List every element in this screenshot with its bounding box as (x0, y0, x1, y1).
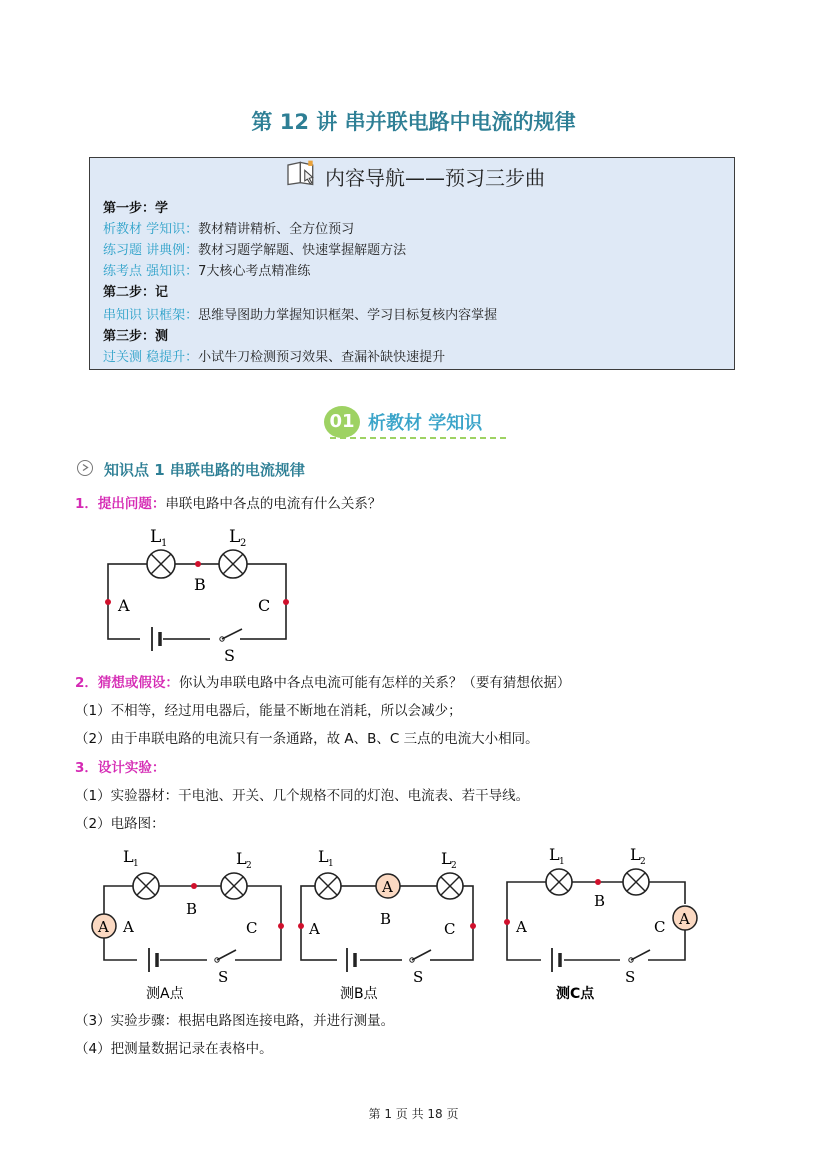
svg-text:L: L (236, 849, 247, 868)
experiment-1: （1）实验器材：干电池、开关、几个规格不同的灯泡、电流表、若干导线。 (75, 788, 530, 804)
svg-text:2: 2 (451, 861, 457, 871)
svg-text:A: A (516, 918, 527, 936)
svg-text:L: L (123, 847, 134, 866)
question-3: 3．设计实验： (75, 760, 166, 776)
knowledge-point-heading: 知识点 1 串联电路的电流规律 (104, 461, 305, 479)
circuit-measure-a (90, 842, 290, 1007)
svg-text:B: B (594, 892, 606, 910)
circuit-measure-b (290, 842, 490, 1007)
svg-text:C: C (654, 918, 666, 936)
ammeter-icon: A (98, 918, 109, 936)
step-1-label: 第一步：学 (103, 201, 169, 216)
svg-text:C: C (246, 919, 258, 937)
nav-title: 内容导航——预习三步曲 (325, 166, 545, 190)
experiment-2: （2）电路图： (75, 816, 165, 832)
svg-text:2: 2 (246, 861, 252, 871)
experiment-3: （3）实验步骤：根据电路图连接电路，并进行测量。 (75, 1013, 395, 1029)
label-S: S (224, 646, 235, 662)
svg-text:L: L (630, 845, 641, 864)
caption-measure-a: 测A点 (146, 986, 184, 1002)
svg-text:1: 1 (328, 859, 334, 869)
label-C: C (258, 596, 271, 615)
svg-text:B: B (380, 910, 392, 928)
caption-measure-b: 测B点 (340, 986, 378, 1002)
step-item: 串知识 识框架：思维导图助力掌握知识框架、学习目标复核内容掌握 (103, 308, 498, 323)
page-footer: 第 1 页 共 18 页 (368, 1107, 459, 1121)
svg-text:1: 1 (559, 857, 565, 867)
play-circle-icon (77, 460, 93, 476)
svg-text:B: B (186, 900, 198, 918)
page-title: 第 12 讲 串并联电路中电流的规律 (251, 110, 576, 134)
svg-text:L: L (441, 849, 452, 868)
question-2: 2．猜想或假设：你认为串联电路中各点电流可能有怎样的关系？（要有猜想依据） (75, 675, 571, 691)
label-A: A (118, 596, 130, 615)
svg-text:L: L (318, 847, 329, 866)
section-title: 析教材 学知识 (368, 413, 483, 434)
caption-measure-c: 测C点 (556, 986, 595, 1002)
label-B: B (194, 575, 206, 594)
svg-text:A: A (309, 920, 320, 938)
svg-text:2: 2 (640, 857, 646, 867)
svg-text:A: A (123, 918, 134, 936)
svg-text:2: 2 (240, 538, 247, 549)
step-item: 练习题 讲典例：教材习题学解题、快速掌握解题方法 (103, 243, 407, 258)
hypothesis-2: （2）由于串联电路的电流只有一条通路，故 A、B、C 三点的电流大小相同。 (75, 731, 539, 747)
label-L2: L (229, 527, 241, 547)
experiment-4: （4）把测量数据记录在表格中。 (75, 1041, 273, 1057)
step-item: 过关测 稳提升：小试牛刀检测预习效果、查漏补缺快速提升 (103, 350, 446, 365)
ammeter-icon: A (382, 878, 393, 896)
ammeter-icon: A (679, 910, 690, 928)
label-L1: L (150, 527, 162, 547)
svg-text:L: L (549, 845, 560, 864)
section-badge: 01 (324, 406, 360, 438)
section-underline (330, 437, 506, 439)
svg-text:1: 1 (133, 859, 139, 869)
step-item: 析教材 学知识：教材精讲精析、全方位预习 (103, 222, 355, 237)
svg-text:S: S (218, 968, 229, 986)
svg-text:1: 1 (161, 538, 168, 549)
question-1: 1．提出问题：串联电路中各点的电流有什么关系？ (75, 496, 382, 512)
svg-text:S: S (625, 968, 636, 986)
step-3-label: 第三步：测 (103, 329, 169, 344)
circuit-measure-c (498, 838, 708, 1003)
svg-text:S: S (413, 968, 424, 986)
series-circuit-diagram (100, 522, 300, 662)
hypothesis-1: （1）不相等，经过用电器后，能量不断地在消耗，所以会减少； (75, 703, 462, 719)
book-icon (283, 158, 323, 188)
svg-text:C: C (444, 920, 456, 938)
step-item: 练考点 强知识：7大核心考点精准练 (103, 264, 311, 279)
step-2-label: 第二步：记 (103, 285, 169, 300)
